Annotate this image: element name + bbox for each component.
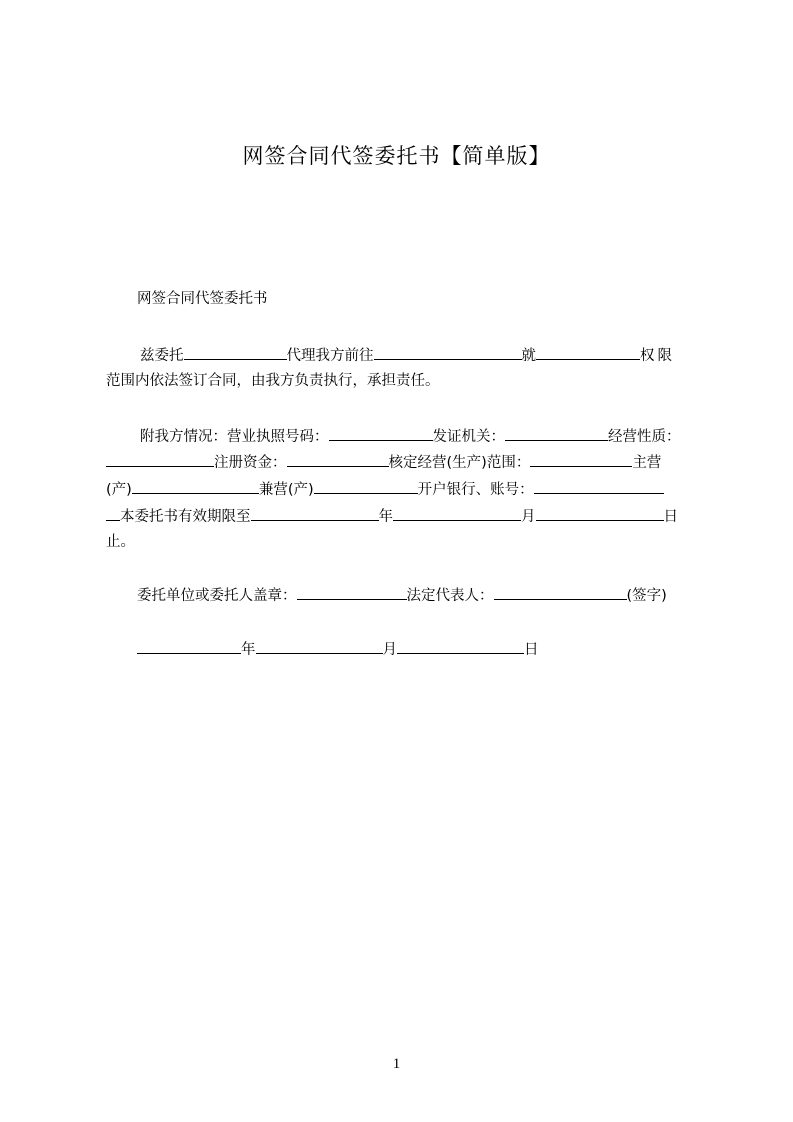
para2-line3: (产) 兼营(产) 开户银行、账号： — [106, 479, 664, 500]
legal-rep-blank — [494, 585, 627, 600]
page-number: 1 — [392, 1056, 401, 1072]
signature-line: 委托单位或委托人盖章： 法定代表人： (签字) — [137, 585, 667, 606]
bank-account-blank — [534, 479, 664, 494]
matter-blank — [536, 345, 640, 360]
para2-line1: 附我方情况：营业执照号码： 发证机关： 经营性质： — [140, 426, 681, 447]
document-subtitle: 网签合同代签委托书 — [137, 291, 268, 307]
validity-month-blank — [393, 506, 521, 521]
business-scope-blank — [530, 452, 632, 467]
para1-line1: 兹委托 代理我方前往 就 权限 — [140, 345, 675, 366]
para2-line2: 注册资金： 核定经营(生产)范围： 主营 — [106, 452, 661, 473]
validity-day-blank — [536, 506, 664, 521]
validity-year-blank — [251, 506, 379, 521]
date-year-blank — [137, 639, 241, 654]
seal-blank — [297, 585, 407, 600]
para2-line4: 本委托书有效期限至 年 月 日 — [106, 506, 678, 527]
side-business-blank — [314, 479, 418, 494]
date-month-blank — [256, 639, 383, 654]
agent-blank — [184, 345, 287, 360]
bank-account-blank-cont — [106, 506, 120, 521]
registered-capital-blank — [287, 452, 389, 467]
destination-blank — [374, 345, 522, 360]
date-day-blank — [397, 639, 524, 654]
main-business-blank — [132, 479, 259, 494]
date-line: 年 月 日 — [137, 639, 539, 660]
page-title: 网签合同代签委托书【简单版】 — [242, 144, 551, 168]
license-number-blank — [329, 426, 433, 441]
para2-line5: 止。 — [106, 534, 135, 550]
para1-line2: 范围内依法签订合同，由我方负责执行，承担责任。 — [106, 373, 440, 389]
issuing-authority-blank — [505, 426, 608, 441]
business-nature-blank — [106, 452, 214, 467]
